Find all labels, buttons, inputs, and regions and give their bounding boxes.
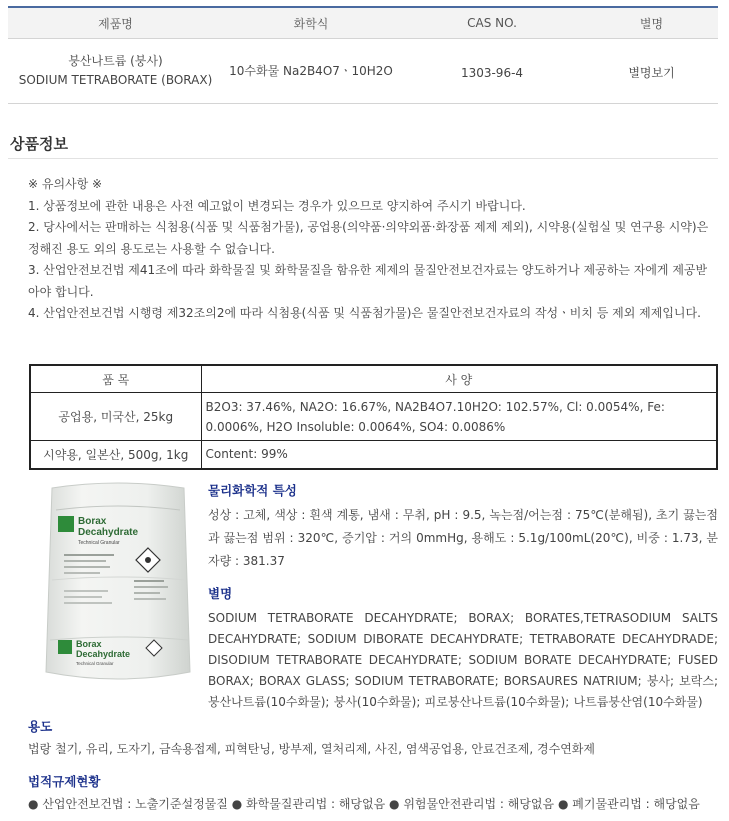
bag-brand-line2: Decahydrate bbox=[78, 527, 139, 538]
spec-header-item: 품 목 bbox=[30, 365, 201, 393]
bullet-icon: ● bbox=[28, 797, 39, 811]
synonyms-title: 별명 bbox=[208, 586, 233, 601]
properties-column bbox=[208, 482, 718, 713]
alias-cell bbox=[585, 39, 718, 104]
bag-print-line bbox=[64, 602, 112, 604]
product-name-ko: 붕산나트륨 (붕사) bbox=[68, 54, 163, 68]
bag-grade-label: Technical Granular bbox=[76, 661, 114, 666]
spec-item-cell: 공업용, 미국산, 25kg bbox=[30, 393, 201, 441]
usage-text: 법랑 철기, 유리, 도자기, 금속용접제, 피혁탄닝, 방부제, 열처리제, 사진, 염색공업용, 안료건조제, 경수연화제 bbox=[28, 742, 595, 756]
properties-text: 성상 : 고체, 색상 : 흰색 계통, 냄새 : 무취, pH : 9.5, 녹는점/어는점 : 75℃(분해됨), 초기 끓는점과 끓는점 범위 : 320℃, 증기압 : 거의 0mmHg, 용해도 : 5.1g/100mL(20℃), 비중 : 1.73, 분자량 : 381.37 bbox=[208, 508, 718, 568]
properties-title: 물리화학적 특성 bbox=[208, 483, 297, 498]
product-summary-table bbox=[8, 6, 718, 104]
header-formula: 화학식 bbox=[223, 7, 399, 39]
hazard-symbol bbox=[145, 557, 151, 563]
product-bag-image bbox=[42, 480, 194, 685]
alias-view-link[interactable]: 별명보기 bbox=[628, 65, 675, 80]
bag-brand-line1: Borax bbox=[78, 516, 107, 527]
section-title: 상품정보 bbox=[10, 135, 68, 153]
bag-print-line bbox=[134, 592, 160, 594]
spec-row bbox=[30, 441, 717, 469]
spec-header-spec: 사 양 bbox=[201, 365, 717, 393]
bag-print-line bbox=[64, 596, 102, 598]
regulation-title: 법적규제현황 bbox=[28, 774, 101, 789]
regulation-item: 화학물질관리법 : 해당없음 bbox=[246, 797, 386, 811]
product-name-cell bbox=[8, 39, 223, 104]
brand-logo-mark bbox=[58, 640, 72, 654]
bag-print-line bbox=[134, 598, 166, 600]
spec-item-cell: 시약용, 일본산, 500g, 1kg bbox=[30, 441, 201, 469]
spec-value-cell: Content: 99% bbox=[201, 441, 717, 469]
spec-header-row bbox=[30, 365, 717, 393]
notice-item-1: 1. 상품정보에 관한 내용은 사전 예고없이 변경되는 경우가 있으므로 양지하여 주시기 바랍니다. bbox=[28, 198, 526, 213]
product-table-header-row bbox=[8, 7, 718, 39]
section-divider bbox=[8, 158, 718, 159]
bag-brand-line2: Decahydrate bbox=[76, 649, 131, 659]
cas-cell: 1303-96-4 bbox=[399, 39, 585, 104]
spec-table bbox=[29, 364, 718, 470]
product-name-en: SODIUM TETRABORATE (BORAX) bbox=[18, 73, 213, 87]
regulation-item: 폐기물관리법 : 해당없음 bbox=[572, 797, 700, 811]
notice-block bbox=[28, 174, 718, 325]
bag-brand-line1: Borax bbox=[76, 639, 102, 649]
bag-grade-label: Technical Granular bbox=[78, 540, 120, 546]
bullet-icon: ● bbox=[389, 797, 400, 811]
regulation-item: 산업안전보건법 : 노출기준설정물질 bbox=[42, 797, 228, 811]
bag-print-line bbox=[64, 590, 108, 592]
bullet-icon: ● bbox=[231, 797, 243, 811]
usage-title: 용도 bbox=[28, 719, 53, 734]
bag-print-line bbox=[64, 554, 114, 556]
bag-print-line bbox=[64, 560, 106, 562]
header-product-name: 제품명 bbox=[8, 7, 223, 39]
product-table-row bbox=[8, 39, 718, 104]
bag-print-line bbox=[134, 586, 168, 588]
header-cas: CAS NO. bbox=[399, 7, 585, 39]
regulation-item: 위험물안전관리법 : 해당없음 bbox=[403, 797, 555, 811]
notice-item-2: 2. 당사에서는 판매하는 식첨용(식품 및 식품첨가물), 공업용(의약품·의약외품·화장품 제제 제외), 시약용(실험실 및 연구용 시약)은 정해진 용도 외의 용도로는 사용할 수 없습니다. bbox=[28, 220, 709, 256]
bullet-icon: ● bbox=[557, 797, 569, 811]
formula-cell: 10수화물 Na2B4O7ㆍ10H2O bbox=[223, 39, 399, 104]
spec-row bbox=[30, 393, 717, 441]
spec-value-cell: B2O3: 37.46%, NA2O: 16.67%, NA2B4O7.10H2O: 102.57%, Cl: 0.0054%, Fe: 0.0006%, H2O Insoluble: 0.0064%, SO4: 0.0086% bbox=[201, 393, 717, 441]
notice-item-4: 4. 산업안전보건법 시행령 제32조의2에 따라 식첨용(식품 및 식품첨가물)은 물질안전보건자료의 작성ㆍ비치 등 제외 제제입니다. bbox=[28, 306, 701, 320]
bag-illustration bbox=[42, 480, 194, 685]
bag-print-line bbox=[64, 566, 110, 568]
synonyms-text: SODIUM TETRABORATE DECAHYDRATE; BORAX; BORATES,TETRASODIUM SALTS DECAHYDRATE; SODIUM DIBORATE DECAHYDRATE; TETRABORATE DECAHYDRADE; DISODIUM TETRABORATE DECAHYDRATE; SODIUM BORATE DECAHYDRATE; FUSED BORAX; BORAX GLASS; SODIUM TETRABORATE; BORSAURES NATRIUM; 붕사; 보락스; 붕산나트륨(10수화물); 붕사(10수화물); 피로붕산나트륨(10수화물); 나트륨붕산염(10수화물) bbox=[208, 611, 718, 709]
bag-print-line bbox=[64, 572, 100, 574]
notice-heading: ※ 유의사항 ※ bbox=[28, 177, 103, 191]
bag-print-line bbox=[134, 580, 164, 582]
header-alias: 별명 bbox=[585, 7, 718, 39]
regulation-list bbox=[28, 794, 728, 814]
notice-item-3: 3. 산업안전보건법 제41조에 따라 화학물질 및 화학물질을 함유한 제제의 물질안전보건자료는 양도하거나 제공하는 자에게 제공받아야 합니다. bbox=[28, 263, 708, 299]
brand-logo-mark bbox=[58, 516, 74, 532]
